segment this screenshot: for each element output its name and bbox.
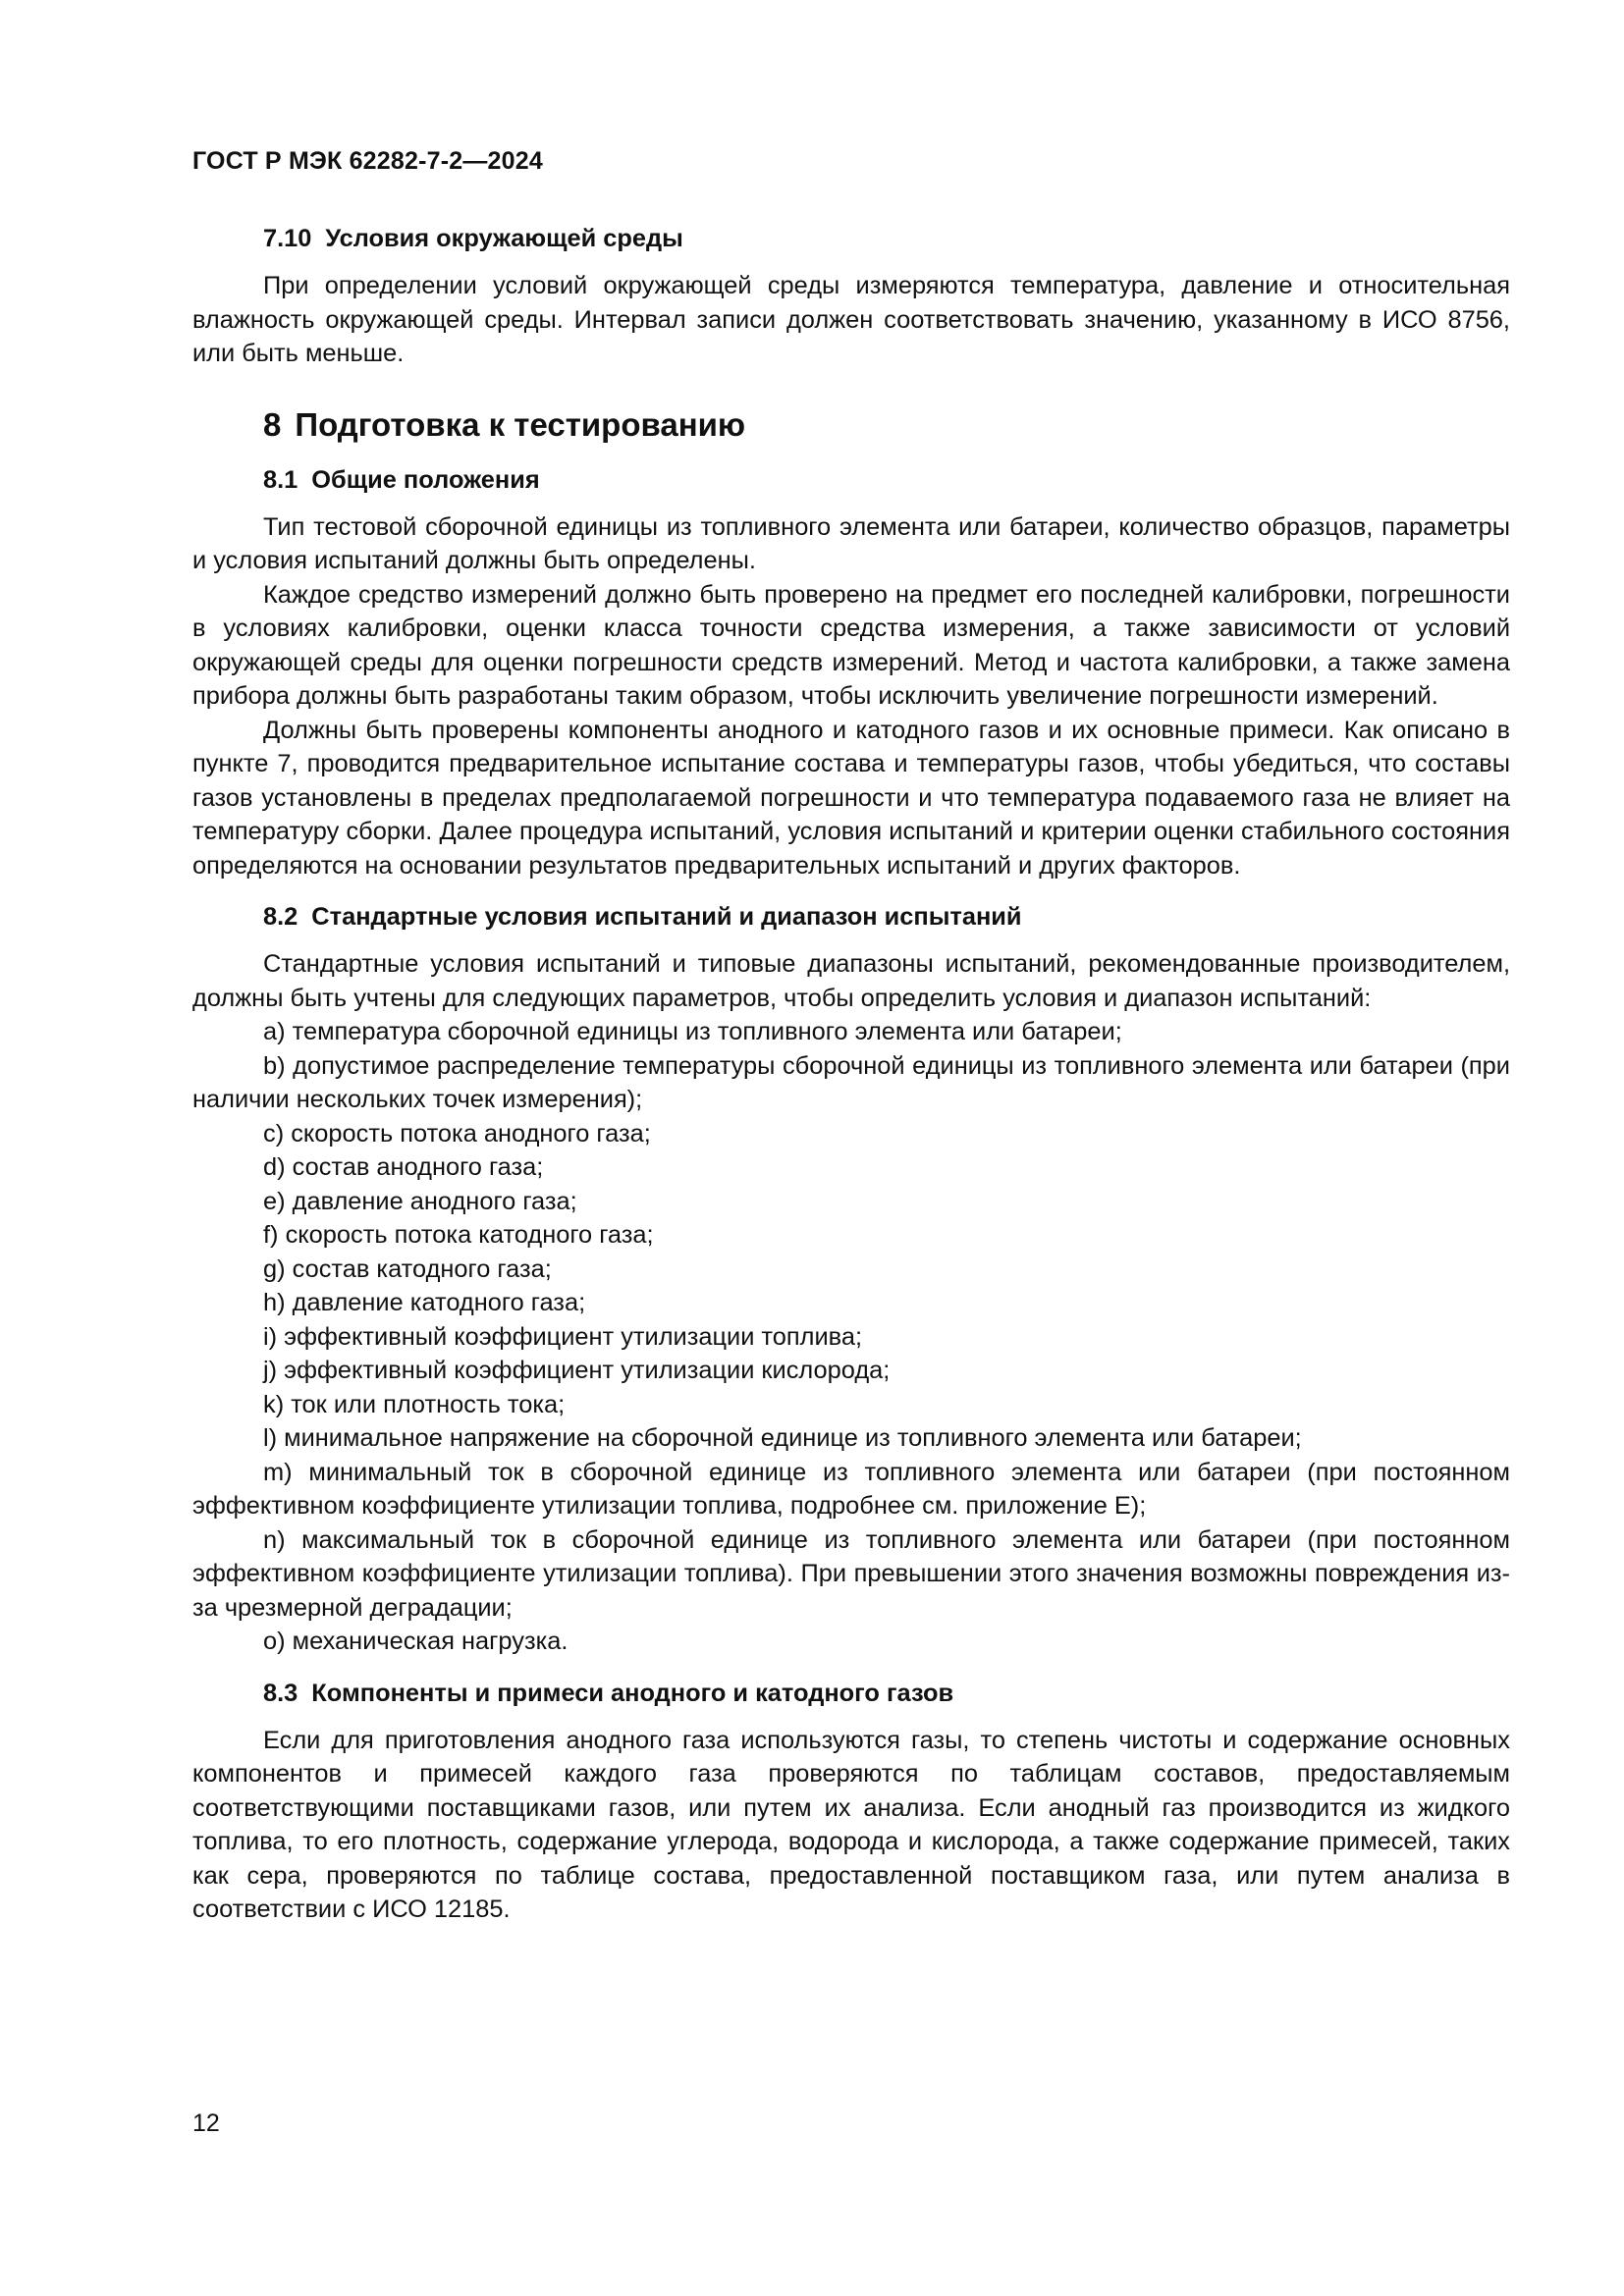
list-item-e: e) давление анодного газа;	[263, 1187, 577, 1215]
section-title: Подготовка к тестированию	[295, 405, 746, 443]
section-8-1-paragraph-2: Каждое средство измерений должно быть проверено на предмет его последней калибровки, погрешности в условиях калибровки, оценки класса точности средства измерения, а также зависимости от условий окружающей среды для оценки погрешности средств измерений. Метод и частота калибровки, а также замена прибора должны быть разработаны таким образом, чтобы исключить увеличение погрешности измерений.	[192, 580, 1510, 710]
list-item-k: k) ток или плотность тока;	[263, 1390, 566, 1418]
section-8-2-heading	[192, 900, 1510, 934]
list-item-n: n) максимальный ток в сборочной единице из топливного элемента или батареи (при постоянном эффективном коэффициенте утилизации топлива). При превышении этого значения возможны повреждения из-за чрезмерной деградации;	[192, 1525, 1510, 1622]
section-number: 8.3	[263, 1679, 298, 1707]
list-item-i: i) эффективный коэффициент утилизации топлива;	[263, 1322, 863, 1351]
section-8-heading	[192, 404, 1510, 446]
list-item-f: f) скорость потока катодного газа;	[263, 1221, 654, 1249]
list-item-c: c) скорость потока анодного газа;	[263, 1119, 651, 1148]
section-title: Условия окружающей среды	[325, 225, 683, 252]
list-item-h: h) давление катодного газа;	[263, 1289, 586, 1316]
section-number: 8.1	[263, 465, 298, 494]
section-number: 8	[263, 405, 282, 443]
section-7-10-paragraph: При определении условий окружающей среды измеряются температура, давление и относительная влажность окружающей среды. Интервал записи должен соответствовать значению, указанному в ИСО 8756, или быть меньше.	[192, 272, 1510, 367]
page-number: 12	[192, 2109, 220, 2137]
list-item-g: g) состав катодного газа;	[263, 1255, 552, 1283]
list-item-b: b) допустимое распределение температуры сборочной единицы из топливного элемента или батареи (при наличии нескольких точек измерения);	[192, 1051, 1510, 1113]
section-8-1-paragraph-3: Должны быть проверены компоненты анодного и катодного газов и их основные примеси. Как описано в пункте 7, проводится предварительное испытание состава и температуры газов, чтобы убедиться, что составы газов установлены в пределах предполагаемой погрешности и что температура подаваемого газа не влияет на температуру сборки. Далее процедура испытаний, условия испытаний и критерии оценки стабильного состояния определяются на основании результатов предварительных испытаний и других факторов.	[192, 716, 1510, 880]
section-7-10-heading	[192, 222, 1510, 255]
section-8-3-paragraph: Если для приготовления анодного газа используются газы, то степень чистоты и содержание основных компонентов и примесей каждого газа проверяются по таблицам составов, предоставляемым соответствующими поставщиками газов, или путем их анализа. Если анодный газ производится из жидкого топлива, то его плотность, содержание углерода, водорода и кислорода, а также содержание примесей, таких как сера, проверяются по таблице состава, предоставленной поставщиком газа, или путем анализа в соответствии с ИСО 12185.	[192, 1726, 1510, 1923]
section-title: Стандартные условия испытаний и диапазон испытаний	[311, 903, 1022, 931]
section-number: 7.10	[263, 225, 312, 252]
section-title: Общие положения	[311, 465, 540, 494]
document-code-header: ГОСТ Р МЭК 62282-7-2—2024	[192, 147, 543, 175]
section-8-2-paragraph: Стандартные условия испытаний и типовые диапазоны испытаний, рекомендованные производителем, должны быть учтены для следующих параметров, чтобы определить условия и диапазон испытаний:	[192, 950, 1510, 1012]
section-title: Компоненты и примеси анодного и катодного газов	[311, 1679, 954, 1707]
list-item-d: d) состав анодного газа;	[263, 1153, 544, 1181]
document-body	[192, 222, 1510, 1927]
list-item-o: o) механическая нагрузка.	[263, 1628, 568, 1655]
section-8-3-heading	[192, 1677, 1510, 1710]
section-number: 8.2	[263, 903, 298, 931]
list-item-l: l) минимальное напряжение на сборочной единице из топливного элемента или батареи;	[263, 1424, 1302, 1452]
list-item-j: j) эффективный коэффициент утилизации кислорода;	[263, 1357, 891, 1384]
list-item-a: a) температура сборочной единицы из топливного элемента или батареи;	[263, 1018, 1122, 1045]
list-item-m: m) минимальный ток в сборочной единице из топливного элемента или батареи (при постоянном эффективном коэффициенте утилизации топлива, подробнее см. приложение Е);	[192, 1458, 1510, 1520]
section-8-1-heading	[192, 463, 1510, 497]
section-8-1-paragraph-1: Тип тестовой сборочной единицы из топливного элемента или батареи, количество образцов, параметры и условия испытаний должны быть определены.	[192, 512, 1510, 574]
